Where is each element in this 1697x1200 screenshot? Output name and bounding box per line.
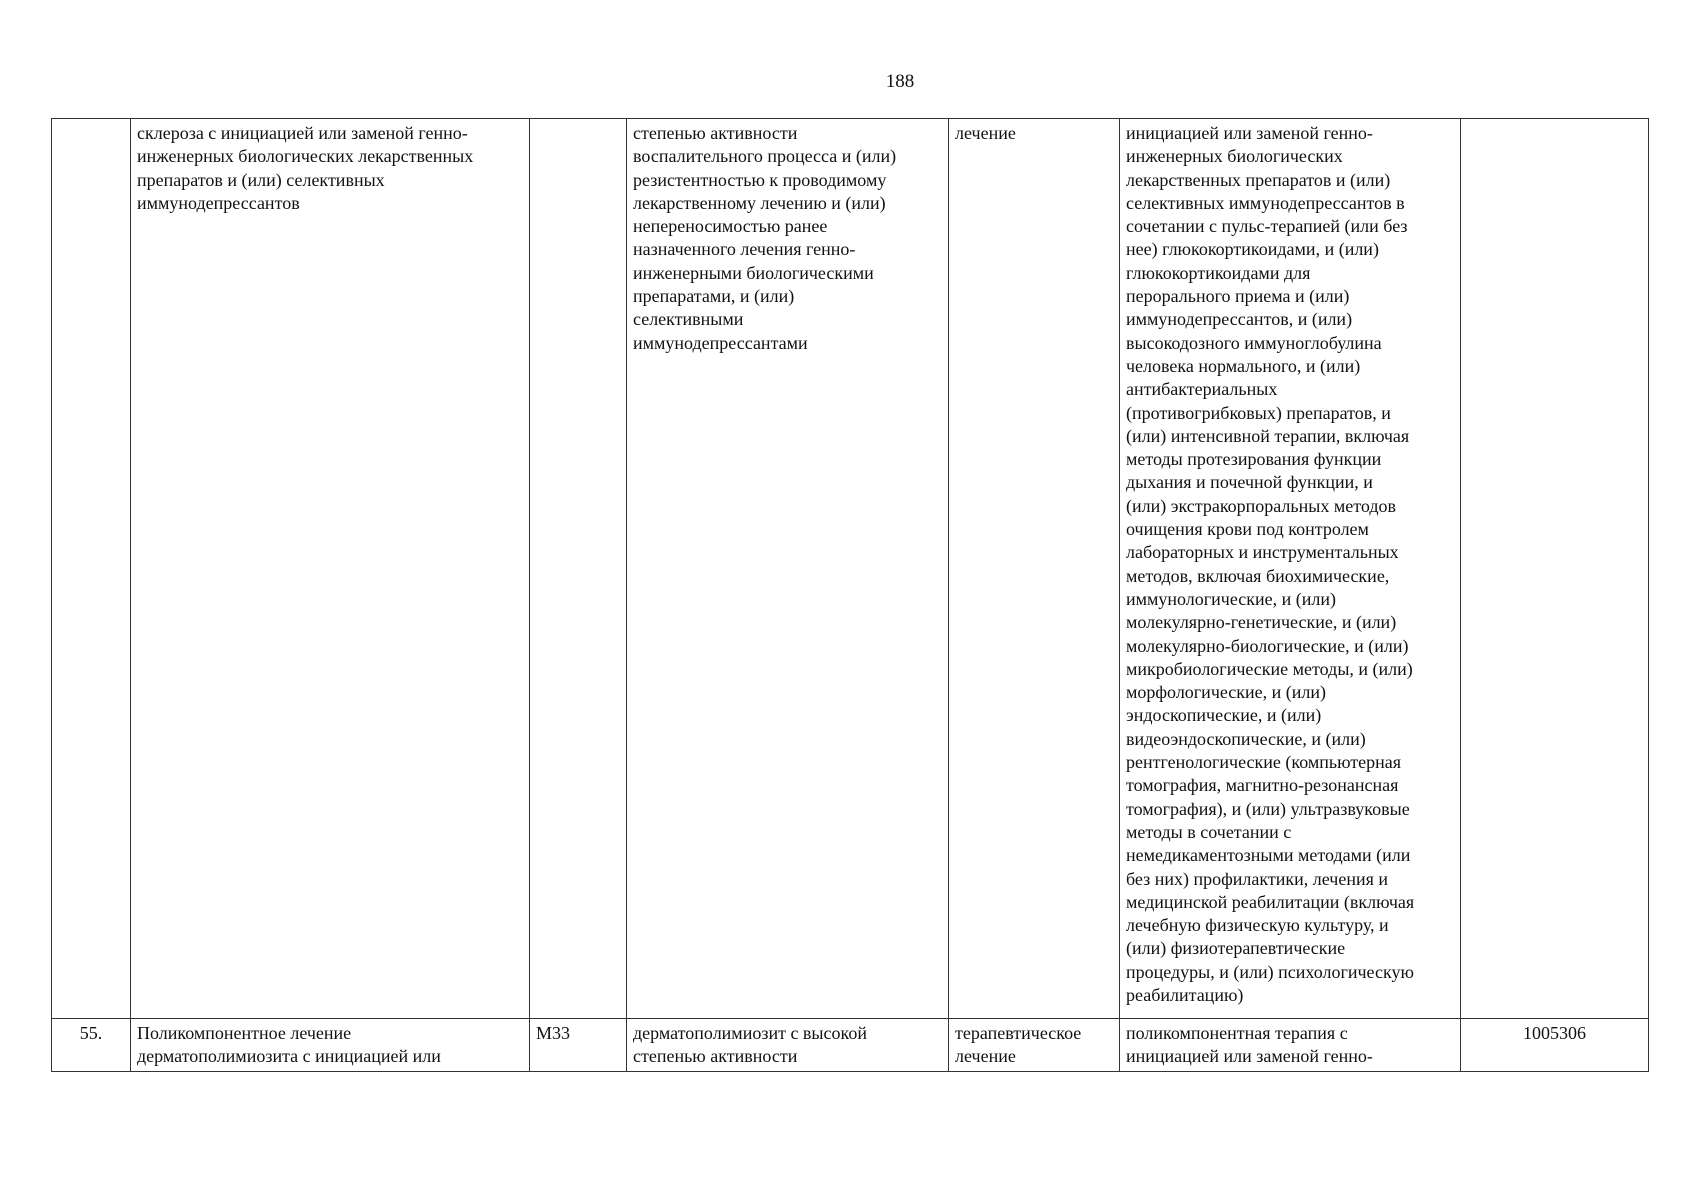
cell-text-line: поликомпонентная терапия с: [1126, 1023, 1348, 1043]
cell-text-line: антибактериальных: [1126, 379, 1278, 400]
cell-text-line: молекулярно-генетические, и (или): [1126, 612, 1397, 633]
cell-text-line: резистентностью к проводимому: [633, 169, 887, 190]
cost-cell: [1461, 119, 1649, 1019]
row-number-cell: 55.: [52, 1019, 131, 1072]
cell-text-line: непереносимостью ранее: [633, 216, 828, 237]
cell-text-line: инженерных биологических лекарственных: [137, 146, 474, 167]
cell-text-line: методы в сочетании с: [1126, 821, 1292, 842]
cell-text-line: иммунодепрессантов: [137, 192, 300, 213]
cell-text-line: препаратами, и (или): [633, 286, 795, 307]
cell-text-line: иммунодепрессантами: [633, 332, 808, 353]
cell-text-line: лечение: [955, 123, 1016, 143]
cell-text-line: инженерными биологическими: [633, 262, 874, 283]
cell-text-line: сочетании с пульс-терапией (или без: [1126, 216, 1408, 237]
cell-text-line: селективными: [633, 309, 744, 330]
care-type-cell: [131, 1019, 530, 1072]
patient-model-cell: [627, 119, 949, 1019]
cell-text-line: инициацией или заменой генно-: [1126, 123, 1373, 143]
cell-text-line: лабораторных и инструментальных: [1126, 542, 1399, 563]
table-row: [52, 1019, 1649, 1072]
cell-text-line: без них) профилактики, лечения и: [1126, 868, 1389, 889]
cell-text-line: видеоэндоскопические, и (или): [1126, 728, 1366, 749]
cell-text-line: реабилитацию): [1126, 984, 1244, 1005]
cell-text-line: высокодозного иммуноглобулина: [1126, 332, 1382, 353]
icd-code-cell: [530, 119, 627, 1019]
care-type-cell: [131, 119, 530, 1019]
cell-text-line: перорального приема и (или): [1126, 286, 1350, 307]
cell-text-line: человека нормального, и (или): [1126, 355, 1361, 376]
cell-text-line: терапевтическое: [955, 1023, 1082, 1043]
cell-text-line: инженерных биологических: [1126, 146, 1343, 167]
cell-text-line: селективных иммунодепрессантов в: [1126, 192, 1405, 213]
cell-text-line: лечение: [955, 1046, 1016, 1067]
page-number: 188: [885, 71, 915, 92]
cell-text-line: иммунологические, и (или): [1126, 588, 1337, 609]
cell-text-line: Поликомпонентное лечение: [137, 1023, 352, 1043]
cell-text-line: очищения крови под контролем: [1126, 519, 1369, 540]
cell-text-line: лекарственных препаратов и (или): [1126, 169, 1391, 190]
cell-text-line: рентгенологические (компьютерная: [1126, 752, 1402, 773]
cell-text-line: степенью активности: [633, 123, 798, 143]
cell-text-line: (или) физиотерапевтические: [1126, 938, 1346, 959]
table-row: [52, 119, 1649, 1019]
cell-text-line: методы протезирования функции: [1126, 449, 1382, 470]
cell-text-line: степенью активности: [633, 1046, 798, 1067]
cell-text-line: склероза с инициацией или заменой генно-: [137, 123, 468, 143]
cell-text-line: препаратов и (или) селективных: [137, 169, 385, 190]
cell-text-line: (или) интенсивной терапии, включая: [1126, 425, 1410, 446]
cost-cell: 1005306: [1461, 1019, 1649, 1072]
cell-text-line: дыхания и почечной функции, и: [1126, 472, 1373, 493]
cell-text-line: микробиологические методы, и (или): [1126, 658, 1413, 679]
cell-text-line: морфологические, и (или): [1126, 682, 1327, 703]
cell-text-line: иммунодепрессантов, и (или): [1126, 309, 1353, 330]
cell-text-line: дерматополимиозита с инициацией или: [137, 1046, 441, 1067]
cell-text-line: лечебную физическую культуру, и: [1126, 915, 1389, 936]
treatment-method-cell: [1120, 119, 1461, 1019]
cell-text-line: немедикаментозными методами (или: [1126, 845, 1411, 866]
treatment-method-cell: [1120, 1019, 1461, 1072]
cell-text-line: нее) глюкокортикоидами, и (или): [1126, 239, 1379, 260]
cell-text-line: эндоскопические, и (или): [1126, 705, 1322, 726]
patient-model-cell: [627, 1019, 949, 1072]
cell-text-line: молекулярно-биологические, и (или): [1126, 635, 1409, 656]
cell-text-line: (или) экстракорпоральных методов: [1126, 495, 1396, 516]
cell-text-line: глюкокортикоидами для: [1126, 262, 1311, 283]
cell-text-line: воспалительного процесса и (или): [633, 146, 897, 167]
cell-text-line: томография, магнитно-резонансная: [1126, 775, 1399, 796]
cell-text-line: дерматополимиозит с высокой: [633, 1023, 867, 1043]
cell-text-line: назначенного лечения генно-: [633, 239, 856, 260]
cell-text-line: процедуры, и (или) психологическую: [1126, 961, 1414, 982]
row-number-cell: [52, 119, 131, 1019]
cell-text-line: методов, включая биохимические,: [1126, 565, 1390, 586]
cell-text-line: лекарственному лечению и (или): [633, 192, 886, 213]
cell-text-line: медицинской реабилитации (включая: [1126, 891, 1415, 912]
icd-code-cell: M33: [530, 1019, 627, 1072]
cell-text-line: томография), и (или) ультразвуковые: [1126, 798, 1410, 819]
treatment-type-cell: [949, 1019, 1120, 1072]
medical-care-table: [51, 118, 1649, 1072]
treatment-type-cell: [949, 119, 1120, 1019]
cell-text-line: инициацией или заменой генно-: [1126, 1046, 1373, 1067]
cell-text-line: (противогрибковых) препаратов, и: [1126, 402, 1391, 423]
